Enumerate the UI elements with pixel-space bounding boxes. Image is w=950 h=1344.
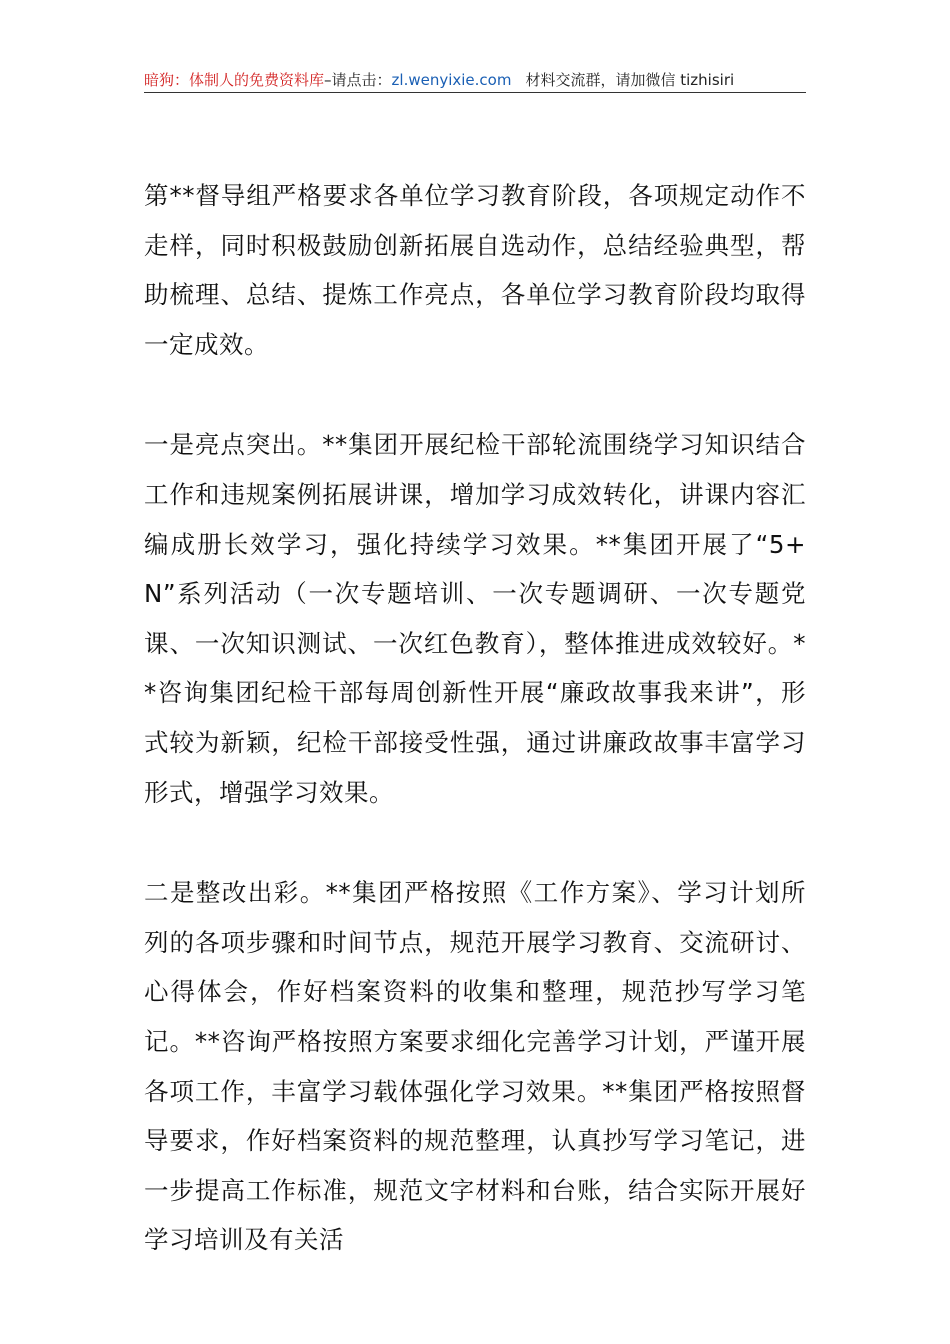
header-link[interactable]: zl.wenyixie.com <box>391 71 512 89</box>
paragraph-intro: 第**督导组严格要求各单位学习教育阶段，各项规定动作不走样，同时积极鼓励创新拓展自选动作，总结经验典型，帮助梳理、总结、提炼工作亮点，各单位学习教育阶段均取得一定成效。 <box>144 181 806 359</box>
paragraph-highlights: 一是亮点突出。**集团开展纪检干部轮流围绕学习知识结合工作和违规案例拓展讲课，增加学习成效转化，讲课内容汇编成册长效学习，强化持续学习效果。**集团开展了“5+N”系列活动（一次专题培训、一次专题调研、一次专题党课、一次知识测试、一次红色教育），整体推进成效较好。**咨询集团纪检干部每周创新性开展“廉政故事我来讲”，形式较为新颖，纪检干部接受性强，通过讲廉政故事丰富学习形式，增强学习效果。 <box>144 430 806 807</box>
header-brand: 暗狗：体制人的免费资料库 <box>144 71 325 89</box>
paragraph-rectification: 二是整改出彩。**集团严格按照《工作方案》、学习计划所列的各项步骤和时间节点，规范开展学习教育、交流研讨、心得体会，作好档案资料的收集和整理，规范抄写学习笔记。**咨询严格按照方案要求细化完善学习计划，严谨开展各项工作，丰富学习载体强化学习效果。**集团严格按照督导要求，作好档案资料的规范整理，认真抄写学习笔记，进一步提高工作标准，规范文字材料和台账，结合实际开展好学习培训及有关活 <box>144 878 806 1255</box>
page-header <box>144 68 806 93</box>
header-prompt: –请点击： <box>324 71 392 89</box>
document-body <box>144 171 806 1316</box>
header-group-info: 材料交流群，请加微信 tizhisiri <box>525 71 735 89</box>
